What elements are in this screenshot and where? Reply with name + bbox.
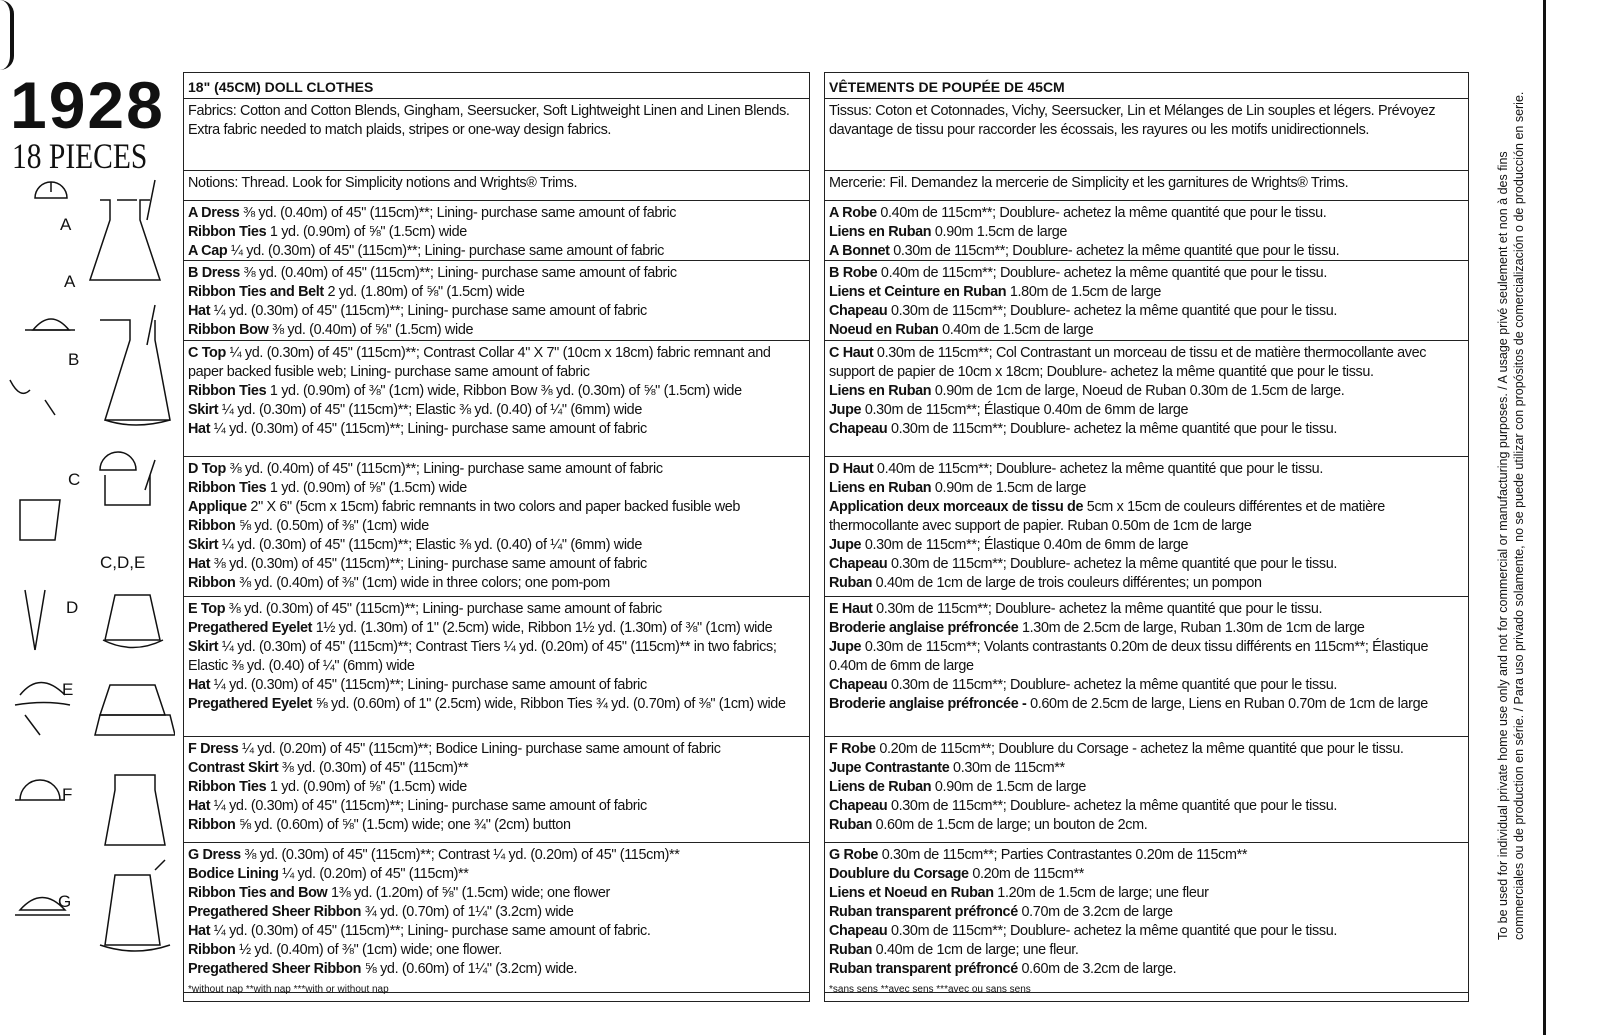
requirements-line: Ribbon ⅝ yd. (0.60m) of ⅝" (1.5cm) wide; one ¾" (2cm) button	[188, 817, 571, 833]
requirements-line: D Top ⅜ yd. (0.40m) of 45" (115cm)**; Lining- purchase same amount of fabric	[188, 461, 663, 477]
requirements-line: Contrast Skirt ⅜ yd. (0.30m) of 45" (115cm)**	[188, 760, 469, 776]
requirements-line: Ribbon Ties 1 yd. (0.90m) of ⅝" (1.5cm) wide	[188, 224, 467, 240]
requirements-line: Pregathered Eyelet 1½ yd. (1.30m) of 1" (2.5cm) wide, Ribbon 1½ yd. (1.30m) of ⅜" (1cm) wide	[188, 620, 773, 636]
requirements-line: Tissus: Coton et Cotonnades, Vichy, Seersucker, Lin et Mélanges de Lin souples et légers. Prévoyez davantage de tissu pour raccorder les écossais, les rayures ou les motifs unidirectionnels.	[829, 103, 1439, 138]
requirements-block	[825, 171, 1468, 201]
requirements-line: Doublure du Corsage 0.20m de 115cm**	[829, 866, 1085, 882]
requirements-line: Skirt ¼ yd. (0.30m) of 45" (115cm)**; Elastic ⅜ yd. (0.40) of ¼" (6mm) wide	[188, 402, 642, 418]
requirements-line: Mercerie: Fil. Demandez la mercerie de Simplicity et les garnitures de Wrights® Trims.	[829, 175, 1349, 191]
requirements-line: G Dress ⅜ yd. (0.30m) of 45" (115cm)**; Contrast ¼ yd. (0.20m) of 45" (115cm)**	[188, 847, 680, 863]
requirements-line: Liens et Noeud en Ruban 1.20m de 1.5cm de large; une fleur	[829, 885, 1209, 901]
requirements-line: Chapeau 0.30m de 115cm**; Doublure- achetez la même quantité que pour le tissu.	[829, 677, 1338, 693]
requirements-line: Ribbon Ties 1 yd. (0.90m) of ⅜" (1cm) wide, Ribbon Bow ⅜ yd. (0.30m) of ⅝" (1.5cm) wide	[188, 383, 742, 399]
requirements-block	[184, 201, 809, 261]
view-letter: C	[68, 470, 81, 489]
requirements-line: Jupe 0.30m de 115cm**; Élastique 0.40m de 6mm de large	[829, 402, 1189, 418]
french-footnote: *sans sens **avec sens ***avec ou sans sens	[829, 984, 1031, 995]
page-edge-line	[1543, 0, 1546, 1035]
view-letter: G	[58, 892, 72, 911]
requirements-line: A Dress ⅜ yd. (0.40m) of 45" (115cm)**; Lining- purchase same amount of fabric	[188, 205, 677, 221]
requirements-block	[825, 843, 1468, 993]
requirements-line: Pregathered Eyelet ⅝ yd. (0.60m) of 1" (2.5cm) wide, Ribbon Ties ¾ yd. (0.70m) of ⅜" (1cm) wide	[188, 696, 786, 712]
requirements-line: Ribbon ⅝ yd. (0.50m) of ⅜" (1cm) wide	[188, 518, 429, 534]
english-requirements-table	[183, 72, 810, 1002]
requirements-line: Hat ¼ yd. (0.30m) of 45" (115cm)**; Lining- purchase same amount of fabric	[188, 303, 647, 319]
requirements-line: C Haut 0.30m de 115cm**; Col Contrastant un morceau de tissu et de matière thermocollante avec support de papier de 10cm x 18cm; Doublure- achetez la même quantité que pour le tissu.	[829, 345, 1430, 380]
french-title: VÊTEMENTS DE POUPÉE DE 45CM	[825, 73, 1468, 99]
requirements-line: Hat ¼ yd. (0.30m) of 45" (115cm)**; Lining- purchase same amount of fabric	[188, 798, 647, 814]
requirements-line: Ruban transparent préfroncé 0.60m de 3.2cm de large.	[829, 961, 1177, 977]
requirements-line: Jupe 0.30m de 115cm**; Volants contrastants 0.20m de deux tissu différents en 115cm**; Élastique 0.40m de 6mm de large	[829, 639, 1432, 674]
requirements-line: E Top ⅜ yd. (0.30m) of 45" (115cm)**; Lining- purchase same amount of fabric	[188, 601, 662, 617]
requirements-block	[184, 341, 809, 457]
usage-notice-line: To be used for individual private home use only and not for commercial or manufacturing purposes. / A usage privé seulement et non à des fins	[1496, 151, 1510, 940]
usage-notice	[1495, 60, 1527, 940]
edge-mark	[0, 0, 14, 70]
requirements-line: Broderie anglaise préfroncée 1.30m de 2.5cm de large, Ruban 1.30m de 1cm de large	[829, 620, 1365, 636]
view-letter: A	[64, 272, 76, 291]
requirements-line: Hat ¼ yd. (0.30m) of 45" (115cm)**; Lining- purchase same amount of fabric	[188, 677, 647, 693]
requirements-line: Liens en Ruban 0.90m de 1cm de large, Noeud de Ruban 0.30m de 1.5cm de large.	[829, 383, 1345, 399]
requirements-block	[825, 99, 1468, 171]
requirements-line: Hat ¼ yd. (0.30m) of 45" (115cm)**; Lining- purchase same amount of fabric.	[188, 923, 651, 939]
requirements-line: Skirt ¼ yd. (0.30m) of 45" (115cm)**; Contrast Tiers ¼ yd. (0.20m) of 45" (115cm)** in two fabrics; Elastic ⅜ yd. (0.40) of ¼" (6mm) wide	[188, 639, 781, 674]
requirements-line: Pregathered Sheer Ribbon ⅝ yd. (0.60m) of 1¼" (3.2cm) wide.	[188, 961, 578, 977]
requirements-line: A Cap ¼ yd. (0.30m) of 45" (115cm)**; Lining- purchase same amount of fabric	[188, 243, 665, 259]
requirements-line: Skirt ¼ yd. (0.30m) of 45" (115cm)**; Elastic ⅜ yd. (0.40) of ¼" (6mm) wide	[188, 537, 642, 553]
requirements-line: Ruban 0.40m de 1cm de large; une fleur.	[829, 942, 1079, 958]
requirements-line: Jupe Contrastante 0.30m de 115cm**	[829, 760, 1065, 776]
requirements-line: Notions: Thread. Look for Simplicity notions and Wrights® Trims.	[188, 175, 578, 191]
requirements-line: Ribbon Ties 1 yd. (0.90m) of ⅝" (1.5cm) wide	[188, 480, 467, 496]
requirements-block	[825, 457, 1468, 597]
requirements-line: E Haut 0.30m de 115cm**; Doublure- achetez la même quantité que pour le tissu.	[829, 601, 1323, 617]
requirements-line: Chapeau 0.30m de 115cm**; Doublure- achetez la même quantité que pour le tissu.	[829, 303, 1338, 319]
requirements-line: C Top ¼ yd. (0.30m) of 45" (115cm)**; Contrast Collar 4" X 7" (10cm x 18cm) fabric remnant and paper backed fusible web; Lining- purchase same amount of fabric	[188, 345, 775, 380]
requirements-line: A Bonnet 0.30m de 115cm**; Doublure- achetez la même quantité que pour le tissu.	[829, 243, 1340, 259]
usage-notice-line: commerciales ou de production en série. / Para uso privado solamente, no se puede utilizar con propósitos de comercialización o de producción en serie.	[1512, 91, 1526, 940]
requirements-line: Liens en Ruban 0.90m de 1.5cm de large	[829, 480, 1087, 496]
requirements-line: Ruban transparent préfroncé 0.70m de 3.2cm de large	[829, 904, 1173, 920]
requirements-line: Ruban 0.60m de 1.5cm de large; un bouton de 2cm.	[829, 817, 1148, 833]
requirements-line: Ribbon Ties 1 yd. (0.90m) of ⅝" (1.5cm) wide	[188, 779, 467, 795]
requirements-block	[184, 261, 809, 341]
requirements-line: Chapeau 0.30m de 115cm**; Doublure- achetez la même quantité que pour le tissu.	[829, 798, 1338, 814]
requirements-line: Liens et Ceinture en Ruban 1.80m de 1.5cm de large	[829, 284, 1162, 300]
requirements-line: Jupe 0.30m de 115cm**; Élastique 0.40m de 6mm de large	[829, 537, 1189, 553]
requirements-line: Chapeau 0.30m de 115cm**; Doublure- achetez la même quantité que pour le tissu.	[829, 923, 1338, 939]
requirements-line: Ribbon Ties and Belt 2 yd. (1.80m) of ⅝" (1.5cm) wide	[188, 284, 525, 300]
requirements-line: G Robe 0.30m de 115cm**; Parties Contrastantes 0.20m de 115cm**	[829, 847, 1248, 863]
requirements-line: Liens en Ruban 0.90m 1.5cm de large	[829, 224, 1068, 240]
requirements-line: F Dress ¼ yd. (0.20m) of 45" (115cm)**; Bodice Lining- purchase same amount of fabric	[188, 741, 721, 757]
view-letter: E	[62, 680, 74, 699]
requirements-line: F Robe 0.20m de 115cm**; Doublure du Corsage - achetez la même quantité que pour le tissu.	[829, 741, 1404, 757]
view-letter: C,D,E	[100, 553, 146, 572]
requirements-line: D Haut 0.40m de 115cm**; Doublure- achetez la même quantité que pour le tissu.	[829, 461, 1323, 477]
english-blocks	[184, 99, 809, 993]
requirements-block	[184, 171, 809, 201]
requirements-line: Ribbon ⅜ yd. (0.40m) of ⅜" (1cm) wide in three colors; one pom-pom	[188, 575, 610, 591]
view-letter: B	[68, 350, 80, 369]
requirements-line: Fabrics: Cotton and Cotton Blends, Gingham, Seersucker, Soft Lightweight Linen and Linen Blends. Extra fabric needed to match plaids, stripes or one-way design fabrics.	[188, 103, 794, 138]
view-illustrations	[5, 170, 175, 1030]
requirements-line: B Dress ⅜ yd. (0.40m) of 45" (115cm)**; Lining- purchase same amount of fabric	[188, 265, 677, 281]
requirements-line: Hat ⅜ yd. (0.30m) of 45" (115cm)**; Lining- purchase same amount of fabric	[188, 556, 647, 572]
requirements-line: Broderie anglaise préfroncée - 0.60m de 2.5cm de large, Liens en Ruban 0.70m de 1cm de large	[829, 696, 1428, 712]
requirements-line: Application deux morceaux de tissu de 5cm x 15cm de couleurs différentes et de matière thermocollante avec support de papier. Ruban 0.50m de 1cm de large	[829, 499, 1389, 534]
french-requirements-table	[824, 72, 1469, 1002]
requirements-block	[184, 597, 809, 737]
view-letter: A	[60, 215, 72, 234]
view-letter: F	[62, 785, 73, 804]
requirements-block	[184, 457, 809, 597]
requirements-block	[825, 341, 1468, 457]
requirements-block	[184, 99, 809, 171]
french-blocks	[825, 99, 1468, 993]
english-footnote: *without nap **with nap ***with or without nap	[188, 984, 389, 995]
requirements-line: Pregathered Sheer Ribbon ¾ yd. (0.70m) of 1¼" (3.2cm) wide	[188, 904, 574, 920]
requirements-line: Ribbon Bow ⅜ yd. (0.40m) of ⅝" (1.5cm) wide	[188, 322, 474, 338]
requirements-line: Liens de Ruban 0.90m de 1.5cm de large	[829, 779, 1087, 795]
requirements-line: A Robe 0.40m de 115cm**; Doublure- achetez la même quantité que pour le tissu.	[829, 205, 1327, 221]
requirements-block	[825, 261, 1468, 341]
view-letter: D	[66, 598, 79, 617]
requirements-line: Ribbon Ties and Bow 1⅜ yd. (1.20m) of ⅝" (1.5cm) wide; one flower	[188, 885, 610, 901]
requirements-line: Hat ¼ yd. (0.30m) of 45" (115cm)**; Lining- purchase same amount of fabric	[188, 421, 647, 437]
requirements-line: Noeud en Ruban 0.40m de 1.5cm de large	[829, 322, 1094, 338]
requirements-block	[825, 597, 1468, 737]
requirements-line: B Robe 0.40m de 115cm**; Doublure- achetez la même quantité que pour le tissu.	[829, 265, 1327, 281]
requirements-block	[184, 737, 809, 843]
requirements-line: Chapeau 0.30m de 115cm**; Doublure- achetez la même quantité que pour le tissu.	[829, 556, 1338, 572]
pattern-number: 1928	[10, 68, 165, 142]
requirements-line: Ruban 0.40m de 1cm de large de trois couleurs différentes; un pompon	[829, 575, 1262, 591]
requirements-block	[184, 843, 809, 993]
requirements-block	[825, 737, 1468, 843]
requirements-line: Applique 2" X 6" (5cm x 15cm) fabric remnants in two colors and paper backed fusible web	[188, 499, 741, 515]
requirements-block	[825, 201, 1468, 261]
requirements-line: Chapeau 0.30m de 115cm**; Doublure- achetez la même quantité que pour le tissu.	[829, 421, 1338, 437]
piece-count: 18 PIECES	[12, 136, 148, 176]
english-title: 18" (45CM) DOLL CLOTHES	[184, 73, 809, 99]
requirements-line: Ribbon ½ yd. (0.40m) of ⅜" (1cm) wide; one flower.	[188, 942, 502, 958]
requirements-line: Bodice Lining ¼ yd. (0.20m) of 45" (115cm)**	[188, 866, 469, 882]
